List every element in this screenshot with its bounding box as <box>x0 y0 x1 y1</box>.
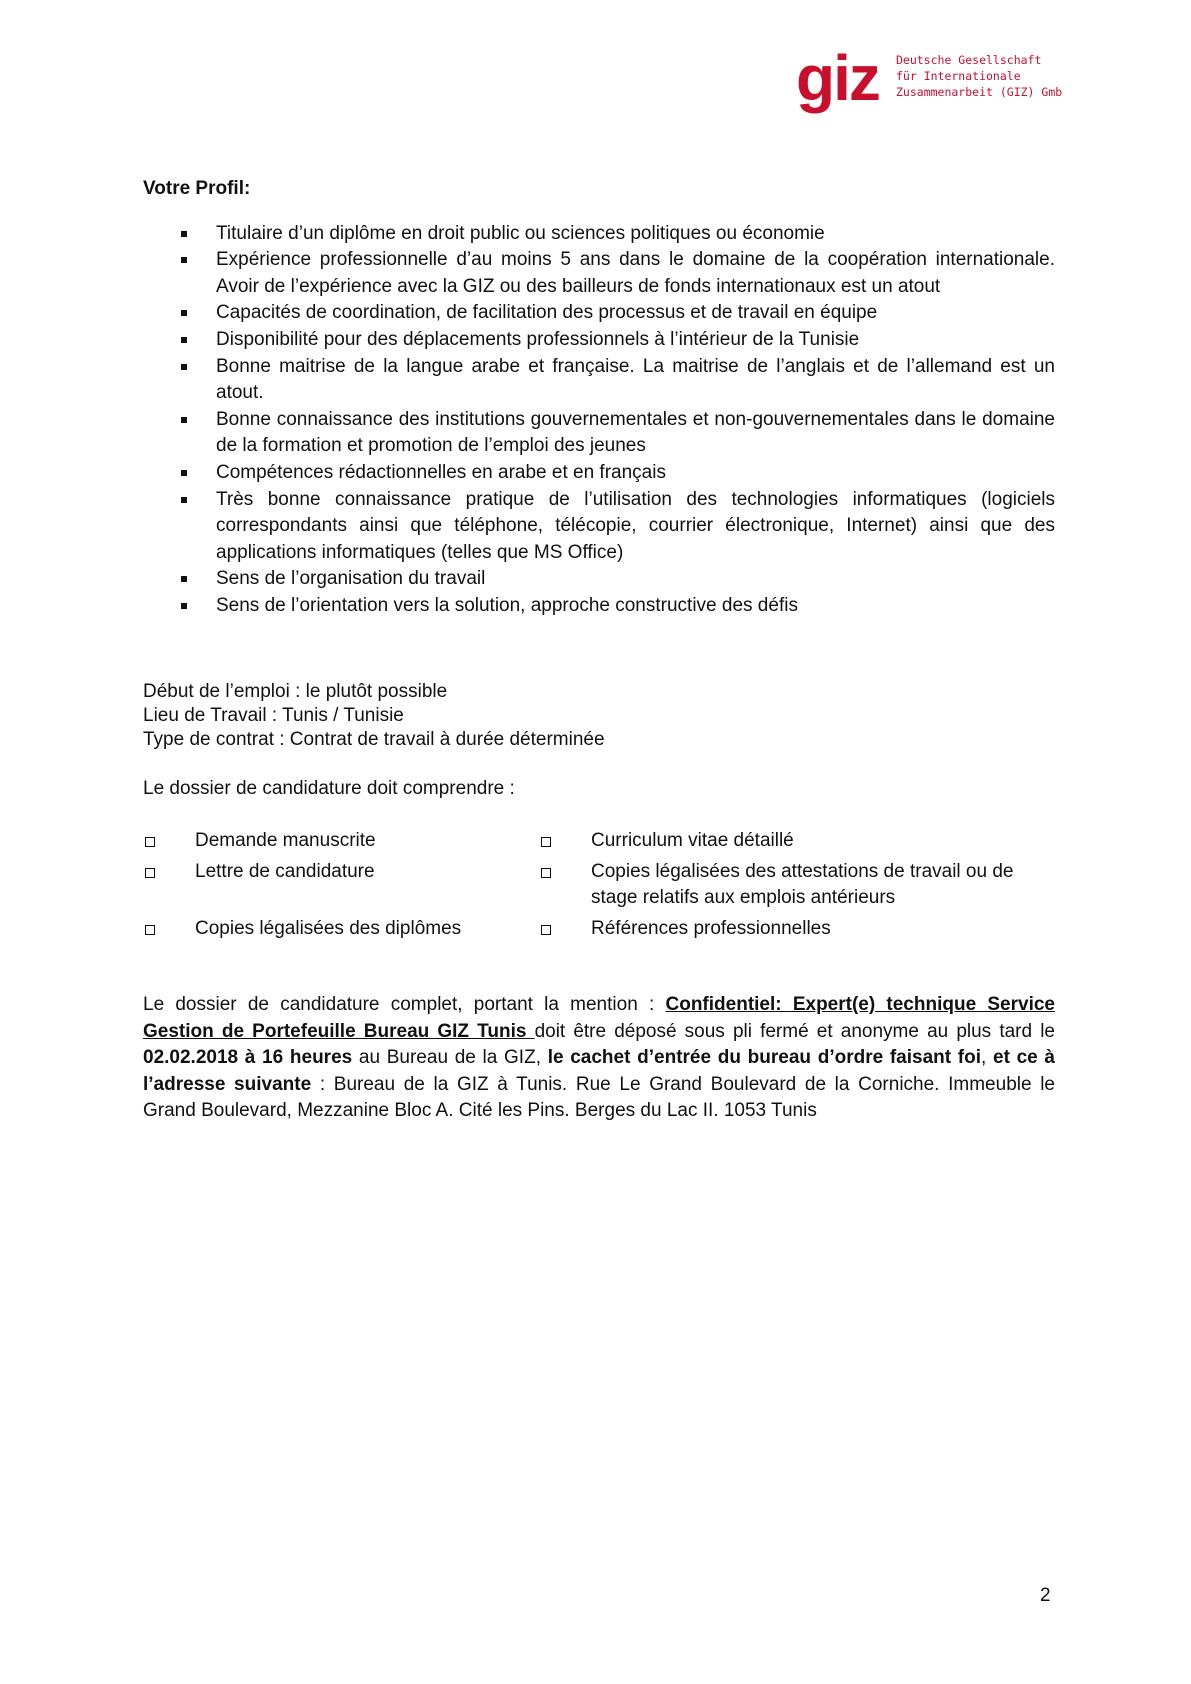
checkbox-icon <box>541 837 551 847</box>
checklist-item: Références professionnelles <box>539 916 1055 942</box>
job-location: Lieu de Travail : Tunis / Tunisie <box>143 704 404 726</box>
checklist-item: Copies légalisées des attestations de travail ou de stage relatifs aux emplois antérieurs <box>539 859 1055 911</box>
square-bullet-icon <box>181 310 187 316</box>
square-bullet-icon <box>181 603 187 609</box>
checklist-item: Lettre de candidature <box>143 859 539 911</box>
square-bullet-icon <box>181 470 187 476</box>
checklist-item: Curriculum vitae détaillé <box>539 828 1055 854</box>
profile-list <box>143 221 1055 620</box>
square-bullet-icon <box>181 231 187 237</box>
square-bullet-icon <box>181 576 187 582</box>
job-contract: Type de contrat : Contrat de travail à durée déterminée <box>143 728 605 750</box>
checklist-item: Demande manuscrite <box>143 828 539 854</box>
list-item: Capacités de coordination, de facilitation des processus et de travail en équipe <box>143 300 1055 327</box>
list-item: Bonne maitrise de la langue arabe et française. La maitrise de l’anglais et de l’allemand est un atout. <box>143 354 1055 407</box>
submission-instructions: Le dossier de candidature complet, portant la mention : Confidentiel: Expert(e) technique Service Gestion de Portefeuille Bureau GIZ Tunis doit être déposé sous pli fermé et anonyme au plus tard le 02.02.2018 à 16 heures au Bureau de la GIZ, le cachet d’entrée du bureau d’ordre faisant foi, et ce à l’adresse suivante : Bureau de la GIZ à Tunis. Rue Le Grand Boulevard de la Corniche. Immeuble le Grand Boulevard, Mezzanine Bloc A. Cité les Pins. Berges du Lac II. 1053 Tunis <box>143 994 1055 1122</box>
dossier-checklist <box>143 828 1055 942</box>
job-info <box>143 680 1055 752</box>
checklist-item: Copies légalisées des diplômes <box>143 916 539 942</box>
org-name <box>896 52 1062 100</box>
list-item: Sens de l’orientation vers la solution, approche constructive des défis <box>143 593 1055 620</box>
square-bullet-icon <box>181 417 187 423</box>
profile-heading: Votre Profil: <box>143 178 251 199</box>
checkbox-icon <box>145 925 155 935</box>
org-line-1: Deutsche Gesellschaft <box>896 53 1042 67</box>
list-item: Expérience professionnelle d’au moins 5 ans dans le domaine de la coopération internationale. Avoir de l’expérience avec la GIZ ou des bailleurs de fonds internationaux est un atout <box>143 247 1055 300</box>
square-bullet-icon <box>181 497 187 503</box>
org-line-2: für Internationale <box>896 69 1021 83</box>
square-bullet-icon <box>181 364 187 370</box>
list-item: Titulaire d’un diplôme en droit public ou sciences politiques ou économie <box>143 221 1055 248</box>
stamp-text: le cachet d’entrée du bureau d’ordre faisant foi <box>547 1047 982 1069</box>
list-item: Compétences rédactionnelles en arabe et en français <box>143 460 1055 487</box>
giz-logo-mark: giz <box>796 42 879 114</box>
org-line-3: Zusammenarbeit (GIZ) Gmb <box>896 85 1063 99</box>
deadline-text: 02.02.2018 à 16 heures <box>143 1047 353 1069</box>
document-body <box>143 176 1055 1125</box>
list-item: Bonne connaissance des institutions gouvernementales et non-gouvernementales dans le domaine de la formation et promotion de l’emploi des jeunes <box>143 407 1055 460</box>
job-start: Début de l’emploi : le plutôt possible <box>143 680 448 702</box>
square-bullet-icon <box>181 257 187 263</box>
checkbox-icon <box>541 868 551 878</box>
list-item: Sens de l’organisation du travail <box>143 566 1055 593</box>
address-lead: et ce à l’adresse suivante <box>143 1047 1055 1095</box>
checkbox-icon <box>145 868 155 878</box>
mention-text: Confidentiel: Expert(e) technique Service Gestion de Portefeuille Bureau GIZ Tunis <box>143 994 1055 1042</box>
list-item: Très bonne connaissance pratique de l’utilisation des technologies informatiques (logiciels correspondants ainsi que téléphone, télécopie, courrier électronique, Internet) ainsi que des applications informatiques (telles que MS Office) <box>143 487 1055 567</box>
square-bullet-icon <box>181 337 187 343</box>
dossier-intro: Le dossier de candidature doit comprendre : <box>143 777 515 799</box>
checkbox-icon <box>541 925 551 935</box>
page-number: 2 <box>1040 1585 1051 1606</box>
list-item: Disponibilité pour des déplacements professionnels à l’intérieur de la Tunisie <box>143 327 1055 354</box>
giz-logo <box>796 42 1063 118</box>
checkbox-icon <box>145 837 155 847</box>
